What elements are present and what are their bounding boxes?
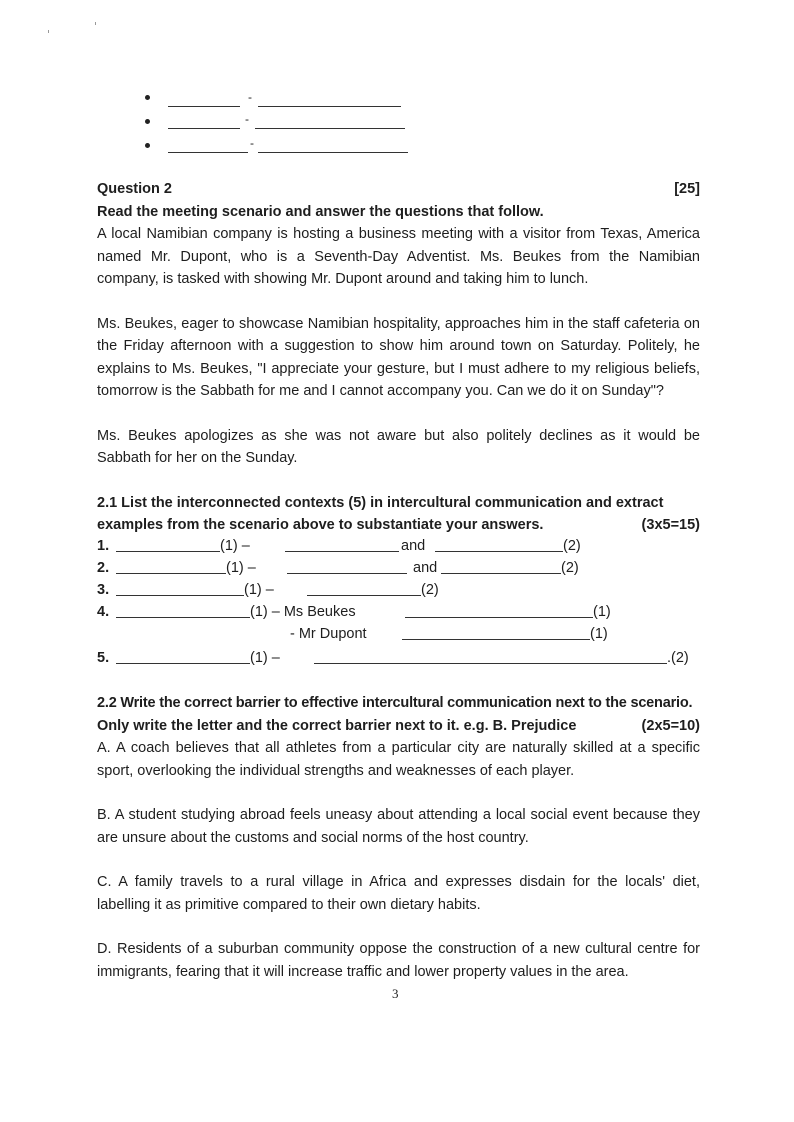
mark-label: (2) — [421, 582, 439, 598]
answer-blank[interactable] — [168, 106, 240, 107]
answer-blank[interactable] — [307, 595, 421, 596]
barrier-scenario-a: A. A coach believes that all athletes from a particular city are naturally skilled at a specific sport, overlooking the individual strengths and weaknesses of each player. — [97, 740, 700, 779]
q2-1-heading: 2.1 List the interconnected contexts (5) in intercultural communication and extract — [97, 494, 664, 511]
question-instruction: Read the meeting scenario and answer the questions that follow. — [97, 203, 544, 220]
mark-label: (2) — [561, 560, 579, 576]
answer-blank[interactable] — [116, 551, 220, 552]
scenario-paragraph: A local Namibian company is hosting a business meeting with a visitor from Texas, America named Mr. Dupont, who is a Seventh-Day Adventist. Ms. Beukes from the Namibian company, is tasked with showing Mr. Dupont around and taking him to lunch. — [97, 226, 700, 287]
answer-blank[interactable] — [258, 106, 401, 107]
scan-speck — [95, 22, 96, 25]
question-marks: [25] — [674, 181, 700, 197]
item-number: 2. — [97, 560, 110, 576]
answer-blank[interactable] — [402, 639, 590, 640]
q2-2-marks: (2x5=10) — [641, 717, 700, 734]
q2-1-marks: (3x5=15) — [641, 517, 700, 533]
mark-label: (1) — [590, 626, 608, 642]
mark-label: (1) — [593, 604, 611, 620]
item-number: 5. — [97, 650, 110, 666]
answer-line-1 — [97, 535, 697, 557]
bullet-icon — [145, 143, 150, 148]
answer-line-4-sub — [97, 623, 697, 645]
answer-blank[interactable] — [258, 152, 408, 153]
dash: - — [248, 90, 252, 104]
q2-2-heading: 2.2 Write the correct barrier to effective intercultural communication next to the scenario. — [97, 695, 693, 711]
answer-blank[interactable] — [116, 617, 250, 618]
answer-blank[interactable] — [285, 551, 399, 552]
item-number: 4. — [97, 604, 110, 620]
answer-blank[interactable] — [116, 573, 226, 574]
dash: - — [250, 136, 254, 150]
dash: - — [245, 112, 249, 126]
answer-line-3 — [97, 579, 697, 601]
item-number: 3. — [97, 582, 110, 598]
q2-1-heading-cont: examples from the scenario above to substantiate your answers. — [97, 517, 544, 533]
mark-label: (1) – Ms Beukes — [250, 604, 356, 620]
barrier-scenario-b: B. A student studying abroad feels uneasy about attending a local social event because they are unsure about the customs and social norms of the host country. — [97, 807, 700, 846]
scan-speck — [48, 30, 49, 33]
bullet-icon — [145, 95, 150, 100]
answer-line-5 — [97, 647, 697, 669]
and-label: and — [413, 560, 438, 576]
page-number: 3 — [392, 986, 399, 1001]
sub-label: - Mr Dupont — [290, 626, 367, 642]
answer-blank[interactable] — [314, 663, 667, 664]
question-title: Question 2 — [97, 181, 172, 197]
answer-blank[interactable] — [116, 595, 244, 596]
answer-blank[interactable] — [405, 617, 593, 618]
answer-blank[interactable] — [255, 128, 405, 129]
mark-label: .(2) — [667, 650, 689, 666]
mark-label: (1) – — [220, 538, 250, 554]
answer-blank[interactable] — [435, 551, 563, 552]
mark-label: (1) – — [244, 582, 274, 598]
answer-line-2 — [97, 557, 697, 579]
mark-label: (1) – — [250, 650, 280, 666]
barrier-scenario-d: D. Residents of a suburban community oppose the construction of a new cultural centre for immigrants, fearing that it will increase traffic and lower property values in the area. — [97, 941, 700, 980]
answer-blank[interactable] — [441, 573, 561, 574]
bullet-icon — [145, 119, 150, 124]
item-number: 1. — [97, 538, 110, 554]
question-2-2-section — [97, 692, 700, 983]
answer-line-4 — [97, 601, 697, 623]
question-2-section — [97, 178, 700, 537]
q2-2-heading-cont: Only write the letter and the correct barrier next to it. e.g. B. Prejudice — [97, 717, 577, 734]
answer-blank[interactable] — [116, 663, 250, 664]
scenario-paragraph: Ms. Beukes, eager to showcase Namibian hospitality, approaches him in the staff cafeteria on the Friday afternoon with a suggestion to show him around town on Saturday. Politely, he explains to Ms. Beukes, "I appreciate your gesture, but I must adhere to my religious beliefs, tomorrow is the Sabbath for me and I cannot accompany you. Can we do it on Sunday"? — [97, 315, 700, 399]
mark-label: (2) — [563, 538, 581, 554]
and-label: and — [401, 538, 426, 554]
answer-blank[interactable] — [168, 152, 248, 153]
mark-label: (1) – — [226, 560, 256, 576]
answer-blank[interactable] — [287, 573, 407, 574]
barrier-scenario-c: C. A family travels to a rural village in Africa and expresses disdain for the locals' diet, labelling it as primitive compared to their own dietary habits. — [97, 874, 700, 913]
answer-blank[interactable] — [168, 128, 240, 129]
scenario-paragraph: Ms. Beukes apologizes as she was not aware but also politely declines as it would be Sabbath for her on the Sunday. — [97, 427, 700, 466]
